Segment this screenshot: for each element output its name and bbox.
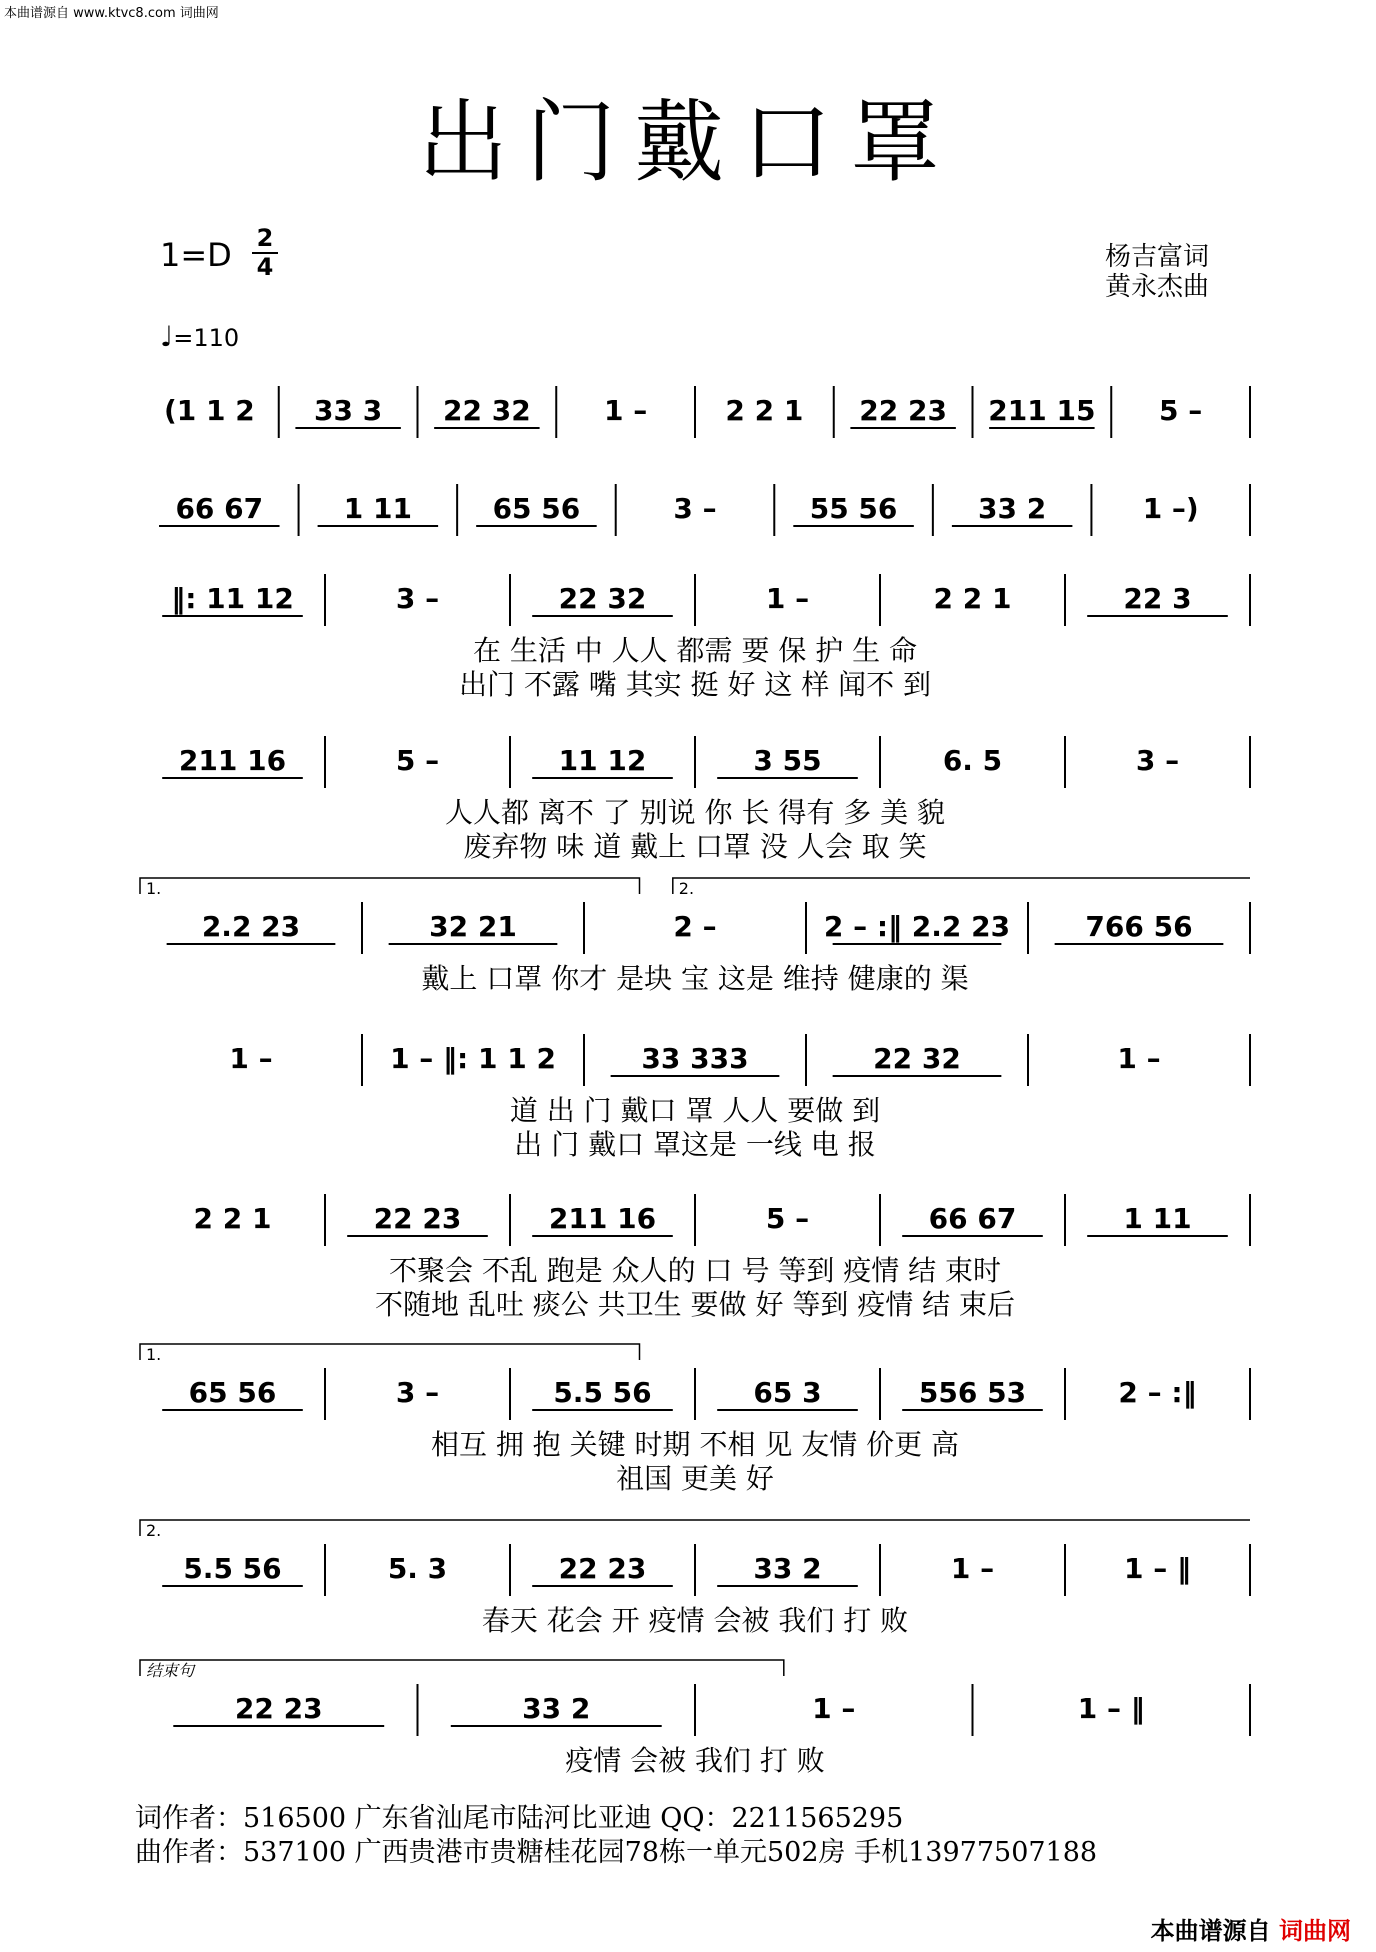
measure-notes: 1 – ‖ (1124, 1552, 1191, 1585)
measure-notes: 3 – (395, 1376, 440, 1409)
measure-notes: 32 21 (429, 910, 517, 943)
first-ending-bracket (140, 878, 640, 894)
lyric-line-2: 出 门 戴口 罩这是 一线 电 报 (514, 1128, 876, 1161)
measure-notes: 2 – :‖ (1118, 1376, 1197, 1409)
coda-bracket (140, 1660, 784, 1676)
second-ending-bracket (140, 1520, 1250, 1536)
lyricist-credit: 杨吉富词 (1105, 242, 1210, 272)
measure-notes: 22 23 (558, 1552, 647, 1585)
measure-notes: 5 – (395, 744, 440, 777)
measure-notes: 33 2 (522, 1692, 591, 1725)
measure-notes: 766 56 (1085, 910, 1193, 943)
composer-credit: 黄永杰曲 (1105, 272, 1210, 302)
measure-notes: 211 16 (548, 1202, 657, 1235)
first-ending-bracket (140, 1344, 640, 1360)
measure-notes: 22 23 (859, 394, 947, 427)
measure-notes: 3 – (1135, 744, 1180, 777)
measure-notes: 22 32 (558, 582, 647, 615)
measure-notes: 2 2 1 (933, 582, 1012, 615)
measure-notes: ‖: 11 12 (171, 582, 294, 615)
first-ending-label: 1. (146, 879, 162, 898)
measure-notes: 1 – (604, 394, 648, 427)
measure-notes: 1 11 (1123, 1202, 1192, 1235)
measure-notes: 33 2 (753, 1552, 822, 1585)
lyric-line-1: 戴上 口罩 你才 是块 宝 这是 维持 健康的 渠 (421, 962, 969, 995)
coda-label: 结束句 (146, 1661, 195, 1680)
measure-notes: 22 23 (234, 1692, 323, 1725)
measure-notes: 3 – (395, 582, 440, 615)
lyric-line-2: 出门 不露 嘴 其实 挺 好 这 样 闻不 到 (458, 668, 932, 701)
measure-notes: 1 –) (1142, 492, 1199, 525)
measure-notes: 33 333 (641, 1042, 749, 1075)
lyric-line-1: 不聚会 不乱 跑是 众人的 口 号 等到 疫情 结 束时 (388, 1254, 1002, 1287)
footer-site-name: 词曲网 (1279, 1917, 1351, 1945)
measure-notes: 65 56 (188, 1376, 277, 1409)
song-title: 出门戴口罩 (418, 90, 958, 195)
measure-notes: 1 – (950, 1552, 995, 1585)
lyricist-contact: 词作者：516500 广东省汕尾市陆河比亚迪 QQ：2211565295 (135, 1803, 904, 1834)
measure-notes: 22 23 (373, 1202, 462, 1235)
measure-notes: 5. 3 (387, 1552, 448, 1585)
footer-source-text: 本曲谱源自 (1150, 1917, 1271, 1945)
measure-notes: 1 – (812, 1692, 856, 1725)
composer-contact: 曲作者：537100 广西贵港市贵糖桂花园78栋一单元502房 手机13977507188 (135, 1837, 1098, 1868)
measure-notes: 1 11 (343, 492, 412, 525)
measure-notes: 211 16 (178, 744, 287, 777)
measure-notes: 2 – :‖ 2.2 23 (823, 910, 1011, 943)
measure-notes: 66 67 (928, 1202, 1017, 1235)
lyric-line-2: 不随地 乱吐 痰公 共卫生 要做 好 等到 疫情 结 束后 (374, 1288, 1016, 1321)
measure-notes: 5.5 56 (183, 1552, 282, 1585)
measure-notes: 2 2 1 (725, 394, 804, 427)
measure-notes: 11 12 (558, 744, 647, 777)
measure-notes: 211 15 (988, 394, 1096, 427)
footer-source (1151, 1911, 1351, 1946)
measure-notes: 1 – (765, 582, 810, 615)
measure-notes: 1 – ‖ (1077, 1692, 1145, 1725)
time-signature-bottom: 4 (256, 253, 274, 281)
measure-notes: 5 – (765, 1202, 810, 1235)
lyric-line-1: 道 出 门 戴口 罩 人人 要做 到 (509, 1094, 881, 1127)
measure-notes: 2 2 1 (193, 1202, 272, 1235)
second-ending-label: 2. (146, 1521, 162, 1540)
quarter-note-icon: ♩ (160, 320, 174, 353)
lyric-line-1: 相互 拥 抱 关键 时期 不相 见 友情 价更 高 (430, 1428, 960, 1461)
measure-notes: 1 – (229, 1042, 273, 1075)
second-ending-bracket (673, 878, 1250, 894)
measure-notes: 65 56 (492, 492, 581, 525)
measure-notes: 22 3 (1123, 582, 1192, 615)
lyric-line-2: 废弃物 味 道 戴上 口罩 没 人会 取 笑 (463, 830, 927, 863)
measure-notes: 65 3 (753, 1376, 822, 1409)
measure-notes: 2 – (673, 910, 717, 943)
lyric-line-1: 在 生活 中 人人 都需 要 保 护 生 命 (472, 634, 918, 667)
second-ending-label: 2. (678, 879, 695, 898)
key-signature: 1=D (160, 236, 232, 274)
source-line: 本曲谱源自 www.ktvc8.com 词曲网 (4, 6, 219, 21)
measure-notes: 5 – (1159, 394, 1203, 427)
measure-notes: 1 – ‖: 1 1 2 (390, 1042, 556, 1075)
measure-notes: 6. 5 (942, 744, 1003, 777)
lyric-line-1: 春天 花会 开 疫情 会被 我们 打 败 (481, 1604, 909, 1637)
measure-notes: 33 3 (314, 394, 383, 427)
measure-notes: 1 – (1117, 1042, 1161, 1075)
lyric-line-2: 祖国 更美 好 (616, 1462, 774, 1495)
time-signature-top: 2 (256, 224, 274, 252)
measure-notes: 556 53 (918, 1376, 1027, 1409)
measure-notes: 33 2 (978, 492, 1047, 525)
tempo-value: =110 (173, 324, 240, 352)
measure-notes: 66 67 (175, 492, 264, 525)
measure-notes: 3 55 (753, 744, 822, 777)
measure-notes: 2.2 23 (201, 910, 301, 943)
measure-notes: 5.5 56 (553, 1376, 652, 1409)
measure-notes: 22 32 (873, 1042, 961, 1075)
measure-notes: 3 – (673, 492, 717, 525)
first-ending-label: 1. (146, 1345, 162, 1364)
measure-notes: (1 1 2 (164, 394, 255, 427)
measure-notes: 55 56 (809, 492, 898, 525)
lyric-line-1: 人人都 离不 了 别说 你 长 得有 多 美 貌 (444, 796, 946, 829)
lyric-line-1: 疫情 会被 我们 打 败 (565, 1744, 825, 1777)
measure-notes: 22 32 (443, 394, 531, 427)
